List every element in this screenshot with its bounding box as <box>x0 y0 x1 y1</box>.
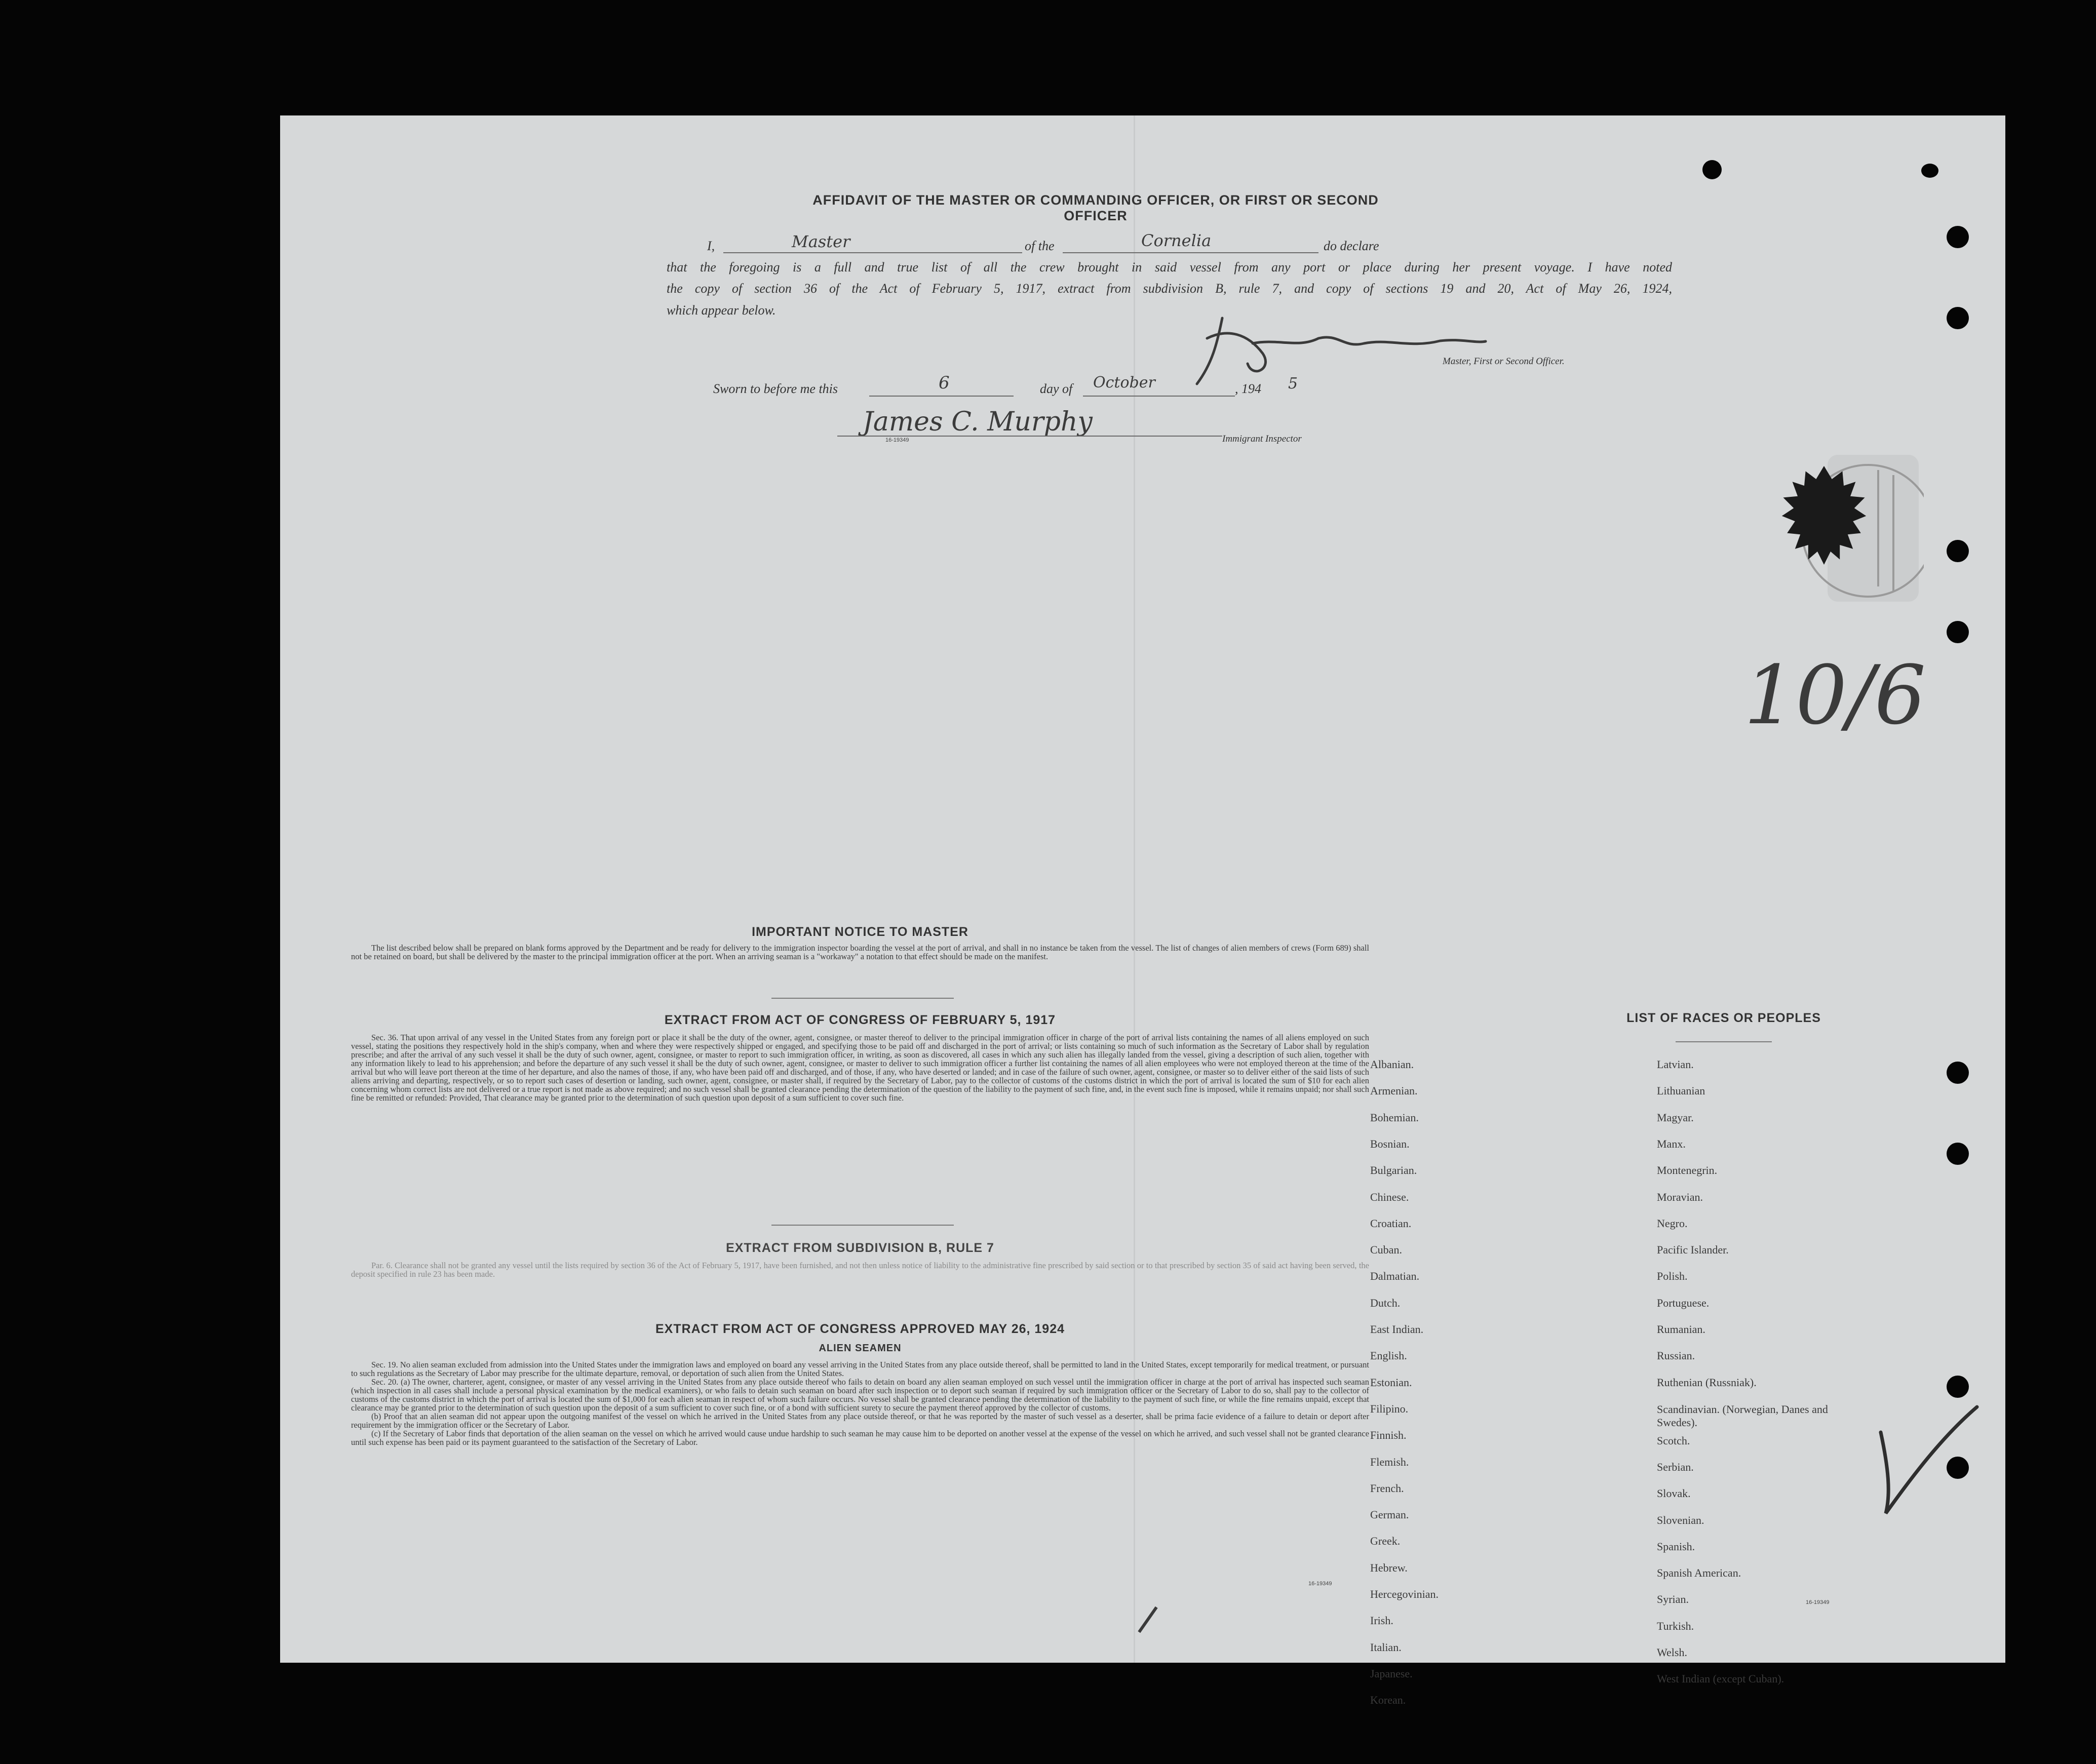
race-item: Montenegrin. <box>1657 1164 1718 1177</box>
race-item: Lithuanian <box>1657 1084 1705 1097</box>
sec36-paragraph: Sec. 36. That upon arrival of any vessel in the United States from any foreign port or place it shall be the duty of the owner, agent, consignee, or master thereof to deliver to the principal immigration officer in charge of the port of arrival lists containing the names of all aliens employed on such vessel, stating the positions they respectively hold in the ship's company, when and where they were respectively shipped or engaged, and specifying those to be paid off and discharged in the port of arrival; or lists containing so much of such information as the Secretary of Labor shall by regulation prescribe; and after the arrival of any such vessel it shall be the duty of such owner, agent, consignee, or master to report to such immigration officer, in writing, as soon as discovered, all cases in which any such alien has illegally landed from the vessel, giving a description of such alien, together with any information likely to lead to his apprehension; and before the departure of any such vessel it shall be the duty of such owner, agent, consignee, or master to deliver to such immigration officer a further list containing the names of all alien employees who were not employed thereon at the time of the arrival but who will leave port thereon at the time of her departure, and also the names of those, if any, who have been paid off and discharged, and of those, if any, who have deserted or landed; and in case of the failure of such owner, agent, consignee, or master so to deliver either of the said lists of such aliens arriving and departing, respectively, or so to report such cases of desertion or landing, such owner, agent, consignee, or master shall, if required by the Secretary of Labor, pay to the collector of customs of the customs district in which the port of arrival is located the sum of $10 for each alien concerning whom correct lists are not delivered or a true report is not made as above required; and no such vessel shall be granted clearance pending the determination of the question of the liability to the payment of such fine, and, in the event such fine is imposed, while it remains unpaid; nor shall such fine be remitted or refunded: Provided, That clearance may be granted prior to the determination of such question upon deposit of a sum sufficient to cover such fine. <box>351 1033 1369 1103</box>
extract-form-number: 16-19349 <box>1308 1581 1332 1587</box>
race-item: Dutch. <box>1370 1296 1401 1309</box>
affidavit-do-declare: do declare <box>1324 239 1379 253</box>
inspector-form-number: 16-19349 <box>885 437 909 443</box>
race-item: Albanian. <box>1370 1058 1414 1071</box>
race-item: Moravian. <box>1657 1190 1703 1203</box>
race-item: English. <box>1370 1349 1407 1362</box>
race-item: Dalmatian. <box>1370 1270 1420 1283</box>
alien-seamen-subtitle: ALIEN SEAMEN <box>819 1343 902 1354</box>
sworn-day: 6 <box>939 373 950 393</box>
extract-1924-text <box>351 1360 1369 1446</box>
race-item: Serbian. <box>1657 1460 1694 1473</box>
sec19-paragraph: Sec. 19. No alien seaman excluded from admission into the United States under the immigration laws and employed on board any vessel arriving in the United States from any place outside thereof, shall be permitted to land in the United States, except temporarily for medical treatment, or pursuant to such regulations as the Secretary of Labor may prescribe for the ultimate departure, removal, or deportation of such alien from the United States. <box>351 1360 1369 1378</box>
binder-hole <box>1921 164 1938 178</box>
binder-hole <box>1947 307 1969 329</box>
sworn-month-line <box>1083 396 1235 397</box>
race-item: Negro. <box>1657 1217 1688 1230</box>
race-item: Bohemian. <box>1370 1111 1419 1124</box>
race-item: Scotch. <box>1657 1434 1690 1447</box>
handwritten-number: 10/6 <box>1744 648 1926 742</box>
race-item: Spanish. <box>1657 1540 1695 1553</box>
sworn-month: October <box>1093 374 1155 391</box>
master-signature <box>1177 308 1491 389</box>
race-item: Cuban. <box>1370 1243 1402 1257</box>
race-item: Chinese. <box>1370 1190 1409 1203</box>
affidavit-title: AFFIDAVIT OF THE MASTER OR COMMANDING OFFICER, OR FIRST OR SECOND OFFICER <box>812 192 1379 223</box>
race-item: Hercegovinian. <box>1370 1588 1439 1600</box>
binder-hole <box>1947 1062 1969 1084</box>
inspector-signature: James C. Murphy <box>863 407 1093 437</box>
race-item: Bulgarian. <box>1370 1164 1417 1177</box>
races-divider <box>1676 1041 1772 1042</box>
race-item: Irish. <box>1370 1614 1393 1627</box>
inspector-line <box>837 436 1222 437</box>
sworn-year-handwritten: 5 <box>1288 375 1298 393</box>
races-title: LIST OF RACES OR PEOPLES <box>1626 1011 1821 1025</box>
binder-hole <box>1947 226 1969 248</box>
race-item: Italian. <box>1370 1640 1402 1654</box>
rule7-paragraph: Par. 6. Clearance shall not be granted any vessel until the lists required by section 36 of the Act of February 5, 1917, have been furnished, and not then unless notice of liability to the administrative fine prescribed by said section or to that prescribed by section 35 of said act having been served, the deposit specified in rule 23 has been made. <box>351 1261 1369 1279</box>
race-item: Finnish. <box>1370 1429 1407 1442</box>
sec20b-paragraph: (b) Proof that an alien seaman did not appear upon the outgoing manifest of the vessel on which he arrived in the United States from any place outside thereof, or that he was reported by the master of such vessel as a deserter, shall be prima facie evidence of a failure to detain or deport after requirement by the immigration officer or the Secretary of Labor. <box>351 1412 1369 1430</box>
affidavit-body-line-1: that the foregoing is a full and true list of all the crew brought in said vessel from any port or place during her present voyage. I have noted <box>667 260 1672 275</box>
vessel-handwritten: Cornelia <box>1141 231 1212 250</box>
notary-seal <box>1752 440 1924 607</box>
notice-title: IMPORTANT NOTICE TO MASTER <box>752 925 968 939</box>
binder-hole <box>1947 621 1969 643</box>
race-item: Filipino. <box>1370 1402 1409 1415</box>
affidavit-body-line-3: which appear below. <box>667 303 776 318</box>
affidavit-i-prefix: I, <box>707 239 715 253</box>
race-item: Turkish. <box>1657 1619 1694 1632</box>
notice-paragraph: The list described below shall be prepared on blank forms approved by the Department and be ready for delivery to the immigration inspector boarding the vessel at the port of arrival, and shall in no instance be taken from the vessel. The list of changes of alien members of crews (Form 689) shall not be retained on board, but shall be delivered by the master to the principal immigration officer at the port. When an arriving seaman is a "workaway" a notation to that effect should be made on the manifest. <box>351 943 1369 961</box>
binder-hole <box>1947 1376 1969 1398</box>
extract-1917-title: EXTRACT FROM ACT OF CONGRESS OF FEBRUARY 5, 1917 <box>664 1013 1056 1027</box>
race-item: Croatian. <box>1370 1217 1412 1230</box>
race-item: Russian. <box>1657 1349 1695 1362</box>
race-item: Rumanian. <box>1657 1323 1705 1336</box>
sec20a-paragraph: Sec. 20. (a) The owner, charterer, agent, consignee, or master of any vessel arriving in the United States from any place outside thereof who fails to detain on board any alien seaman employed on such vessel until the immigration officer in charge at the port of arrival has inspected such seaman (which inspection in all cases shall include a personal physical examination by the medical examiners), or who fails to detain such seaman on board after such inspection or to deport such seaman if required by such immigration officer or the Secretary of Labor to do so, shall pay to the collector of customs of the customs district in which the port of arrival is located the sum of $1,000 for each alien seaman in respect of whom such failure occurs. No vessel shall be granted clearance pending the determination of the liability to the payment of such fine, or while the fine remains unpaid, except that clearance may be granted prior to the determination of such question upon the deposit of a sum sufficient to cover such fine, or of a bond with sufficient surety to secure the payment thereof approved by the collector of customs. <box>351 1377 1369 1413</box>
race-item: Estonian. <box>1370 1376 1412 1389</box>
race-item: Scandinavian. (Norwegian, Danes and Swedes). <box>1657 1402 1828 1429</box>
race-item: Slovenian. <box>1657 1513 1704 1526</box>
master-caption: Master, First or Second Officer. <box>1443 356 1565 367</box>
race-item: East Indian. <box>1370 1323 1424 1336</box>
sworn-day-line <box>869 396 1014 397</box>
rule7-text <box>351 1261 1369 1278</box>
section-divider <box>771 1225 954 1226</box>
notice-text <box>351 944 1369 961</box>
race-item: Syrian. <box>1657 1593 1689 1606</box>
pencil-mark <box>1138 1606 1157 1633</box>
race-item: West Indian (except Cuban). <box>1657 1672 1784 1685</box>
race-item: Welsh. <box>1657 1646 1687 1659</box>
race-item: Polish. <box>1657 1270 1688 1283</box>
binder-hole <box>1702 160 1722 179</box>
race-item: Magyar. <box>1657 1111 1694 1124</box>
officer-line <box>723 252 1022 253</box>
sworn-day-of: day of <box>1040 381 1073 396</box>
rule7-title: EXTRACT FROM SUBDIVISION B, RULE 7 <box>726 1241 994 1255</box>
race-item: Japanese. <box>1370 1667 1413 1680</box>
race-item: German. <box>1370 1508 1409 1521</box>
race-item: Slovak. <box>1657 1487 1691 1500</box>
race-item: Bosnian. <box>1370 1137 1410 1150</box>
check-mark <box>1866 1397 1982 1518</box>
race-item: Armenian. <box>1370 1084 1418 1097</box>
document-page <box>280 115 2005 1707</box>
race-item: Ruthenian (Russniak). <box>1657 1376 1757 1389</box>
race-item: Spanish American. <box>1657 1566 1741 1580</box>
affidavit-of-the: of the <box>1025 239 1055 253</box>
race-item: Portuguese. <box>1657 1296 1710 1309</box>
officer-handwritten: Master <box>792 232 850 251</box>
race-item: French. <box>1370 1481 1404 1495</box>
sec20c-paragraph: (c) If the Secretary of Labor finds that deportation of the alien seaman on the vessel on which he arrived would cause undue hardship to such seaman he may cause him to be deported on another vessel at the expense of the vessel on which he arrived, and such vessel shall not be granted clearance until such expense has been paid or its payment guaranteed to the satisfaction of the Secretary of Labor. <box>351 1429 1369 1447</box>
extract-1924-title: EXTRACT FROM ACT OF CONGRESS APPROVED MAY 26, 1924 <box>655 1322 1065 1336</box>
affidavit-body-line-2: the copy of section 36 of the Act of February 5, 1917, extract from subdivision B, rule 7, and copy of sections 19 and 20, Act of May 26, 1924, <box>667 281 1672 296</box>
race-item: Pacific Islander. <box>1657 1243 1729 1257</box>
race-item: Latvian. <box>1657 1058 1694 1071</box>
binder-hole <box>1947 1143 1969 1165</box>
section-divider <box>771 998 954 999</box>
race-item: Flemish. <box>1370 1455 1409 1468</box>
vessel-line <box>1063 252 1318 253</box>
races-form-number: 16-19349 <box>1806 1599 1830 1605</box>
inspector-caption: Immigrant Inspector <box>1222 434 1302 444</box>
race-item: Korean. <box>1370 1694 1406 1707</box>
race-item: Hebrew. <box>1370 1561 1408 1574</box>
binder-hole <box>1947 540 1969 562</box>
extract-1917-text <box>351 1033 1369 1102</box>
sworn-year-prefix: , 194 <box>1235 381 1261 396</box>
race-item: Greek. <box>1370 1535 1401 1548</box>
sworn-prefix: Sworn to before me this <box>713 381 838 396</box>
race-item: Manx. <box>1657 1137 1686 1150</box>
